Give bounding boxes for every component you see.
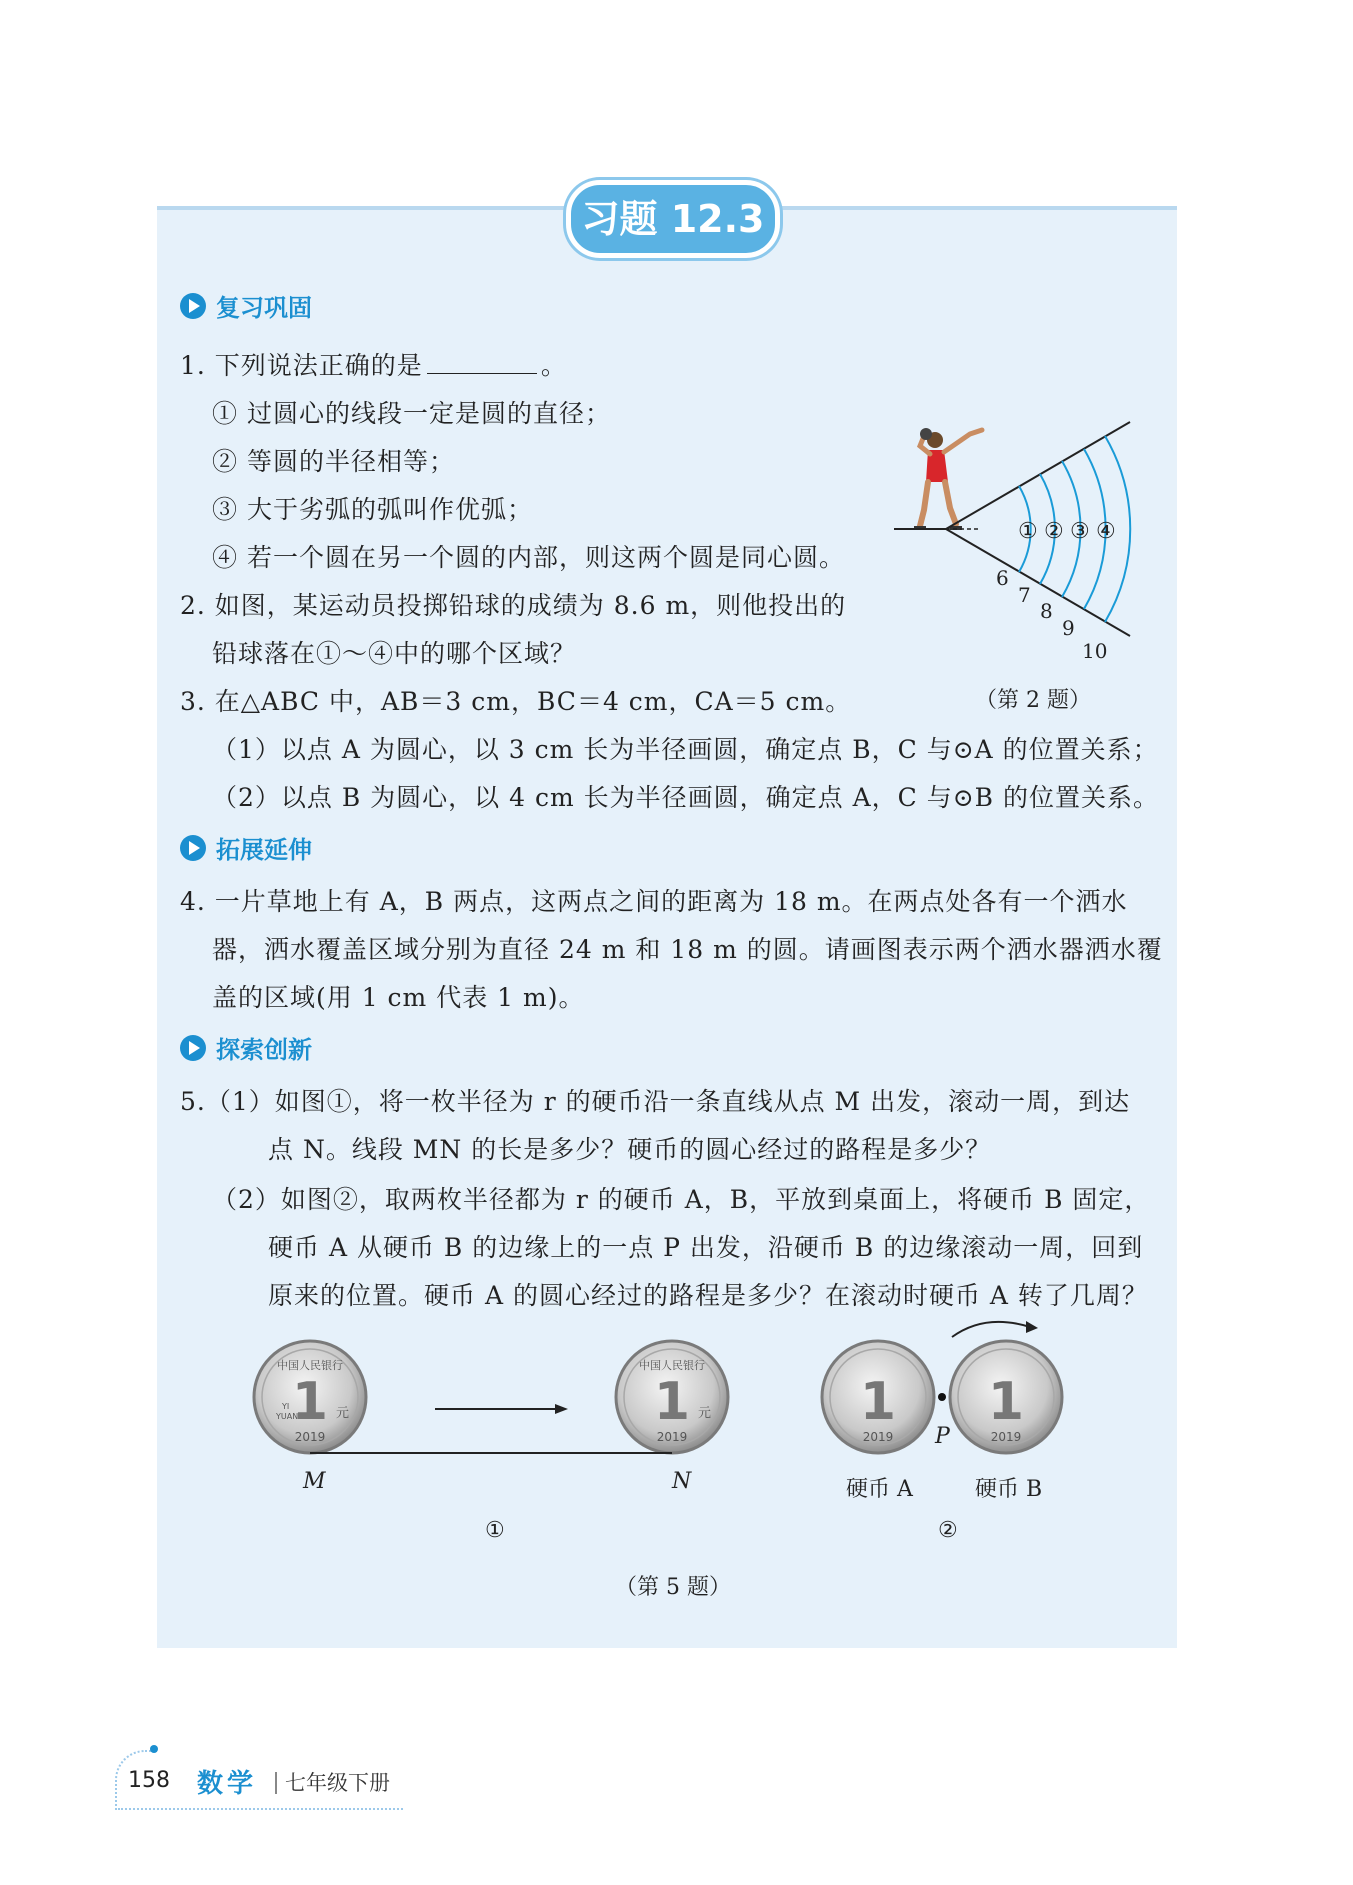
zone-4: ④ xyxy=(1096,519,1116,544)
q4-line-3: 盖的区域(用 1 cm 代表 1 m)。 xyxy=(212,983,585,1012)
coin-year: 2019 xyxy=(656,1430,688,1444)
q5-part2-line-1: （2）如图②，取两枚半径都为 r 的硬币 A，B，平放到桌面上，将硬币 B 固定， xyxy=(212,1185,1151,1214)
q5-coin-figure xyxy=(240,1315,1100,1505)
coin-value: 1 xyxy=(653,1372,691,1432)
distance-8: 8 xyxy=(1040,599,1053,623)
q4-line-1: 4. 一片草地上有 A，B 两点，这两点之间的距离为 18 m。在两点处各有一个洒水 xyxy=(180,887,1128,916)
coin-top-text: 中国人民银行 xyxy=(639,1359,705,1372)
q5-part2-line-2: 硬币 A 从硬币 B 的边缘上的一点 P 出发，沿硬币 B 的边缘滚动一周，回到 xyxy=(268,1233,1144,1262)
coin-year: 2019 xyxy=(294,1430,326,1444)
footer-subject: 数学 xyxy=(197,1769,258,1799)
q3-sub-2: （2）以点 B 为圆心，以 4 cm 长为半径画圆，确定点 A，C 与⊙B 的位置关系。 xyxy=(212,783,1159,812)
zone-1: ① xyxy=(1018,519,1038,544)
footer-dot xyxy=(150,1745,158,1753)
q1-stem xyxy=(180,346,567,382)
distance-7: 7 xyxy=(1018,583,1031,607)
play-icon xyxy=(180,293,206,319)
play-icon xyxy=(180,1035,206,1061)
rolling-arrow xyxy=(952,1322,1030,1337)
label-n: N xyxy=(672,1469,692,1494)
footer-dotted-line xyxy=(118,1808,403,1810)
q5-part1-line-2: 点 N。线段 MN 的长是多少？硬币的圆心经过的路程是多少？ xyxy=(268,1135,992,1164)
q1-item-2: ② 等圆的半径相等； xyxy=(212,447,455,476)
q5-part2-line-3: 原来的位置。硬币 A 的圆心经过的路程是多少？在滚动时硬币 A 转了几周？ xyxy=(268,1281,1148,1310)
section-explore xyxy=(180,1030,312,1065)
section-extend-label: 拓展延伸 xyxy=(216,836,312,864)
section-extend xyxy=(180,830,312,865)
q2-line-2: 铅球落在①～④中的哪个区域？ xyxy=(212,639,577,668)
arrow-right-icon xyxy=(555,1404,568,1414)
q1-item-4: ④ 若一个圆在另一个圆的内部，则这两个圆是同心圆。 xyxy=(212,543,845,572)
q4-line-2: 器，洒水覆盖区域分别为直径 24 m 和 18 m 的圆。请画图表示两个洒水器洒水覆 xyxy=(212,935,1163,964)
section-review-label: 复习巩固 xyxy=(216,294,312,322)
sector-ray-lower xyxy=(946,529,1130,636)
q1-answer-blank xyxy=(427,351,537,374)
coin-top-text: 中国人民银行 xyxy=(277,1359,343,1372)
figure-1-label: ① xyxy=(485,1518,505,1543)
distance-labels xyxy=(996,566,1107,663)
coin-a-value: 1 xyxy=(859,1372,897,1432)
coin-b-value: 1 xyxy=(987,1372,1025,1432)
rolling-arrow-head-icon xyxy=(1026,1321,1038,1333)
q2-figure-caption: （第 2 题） xyxy=(975,688,1091,713)
zone-2: ② xyxy=(1044,519,1064,544)
figure-2-label: ② xyxy=(938,1518,958,1543)
point-p xyxy=(938,1393,946,1401)
coin-b-year: 2019 xyxy=(990,1430,1022,1444)
label-coin-b: 硬币 B xyxy=(975,1477,1043,1502)
distance-6: 6 xyxy=(996,566,1009,590)
sector-ray-upper xyxy=(946,422,1130,529)
footer-separator xyxy=(275,1772,277,1794)
q5-figure-caption: （第 5 题） xyxy=(615,1575,731,1600)
distance-10: 10 xyxy=(1082,639,1108,663)
q3-line-1: 3. 在△ABC 中，AB＝3 cm，BC＝4 cm，CA＝5 cm。 xyxy=(180,687,852,716)
distance-9: 9 xyxy=(1062,616,1075,640)
q5-part1-line-1: 5.（1）如图①，将一枚半径为 r 的硬币沿一条直线从点 M 出发，滚动一周，到达 xyxy=(180,1087,1131,1116)
q2-shotput-figure xyxy=(890,410,1170,670)
coin-a-year: 2019 xyxy=(862,1430,894,1444)
q1-item-1: ① 过圆心的线段一定是圆的直径； xyxy=(212,399,611,428)
label-m: M xyxy=(303,1469,326,1494)
zone-labels xyxy=(1018,519,1116,544)
q1-stem-text: 1. 下列说法正确的是 xyxy=(180,351,423,380)
section-explore-label: 探索创新 xyxy=(216,1036,312,1064)
q2-line-1: 2. 如图，某运动员投掷铅球的成绩为 8.6 m，则他投出的 xyxy=(180,591,847,620)
coin-unit: 元 xyxy=(336,1406,350,1421)
coin-value: 1 xyxy=(291,1372,329,1432)
coin-yi: YI xyxy=(282,1402,290,1411)
exercise-title: 习题 12.3 xyxy=(566,180,780,258)
zone-3: ③ xyxy=(1070,519,1090,544)
play-icon xyxy=(180,835,206,861)
q1-item-3: ③ 大于劣弧的弧叫作优弧； xyxy=(212,495,533,524)
page-number: 158 xyxy=(128,1768,170,1793)
label-coin-a: 硬币 A xyxy=(846,1477,913,1502)
footer-book-title: 七年级下册 xyxy=(285,1771,390,1795)
label-p: P xyxy=(935,1424,950,1449)
q3-sub-1: （1）以点 A 为圆心，以 3 cm 长为半径画圆，确定点 B，C 与⊙A 的位置关系； xyxy=(212,735,1159,764)
section-review xyxy=(180,288,312,323)
q1-stem-end: 。 xyxy=(540,351,567,380)
coin-unit: 元 xyxy=(698,1406,712,1421)
coin-yuan: YUAN xyxy=(276,1412,299,1421)
